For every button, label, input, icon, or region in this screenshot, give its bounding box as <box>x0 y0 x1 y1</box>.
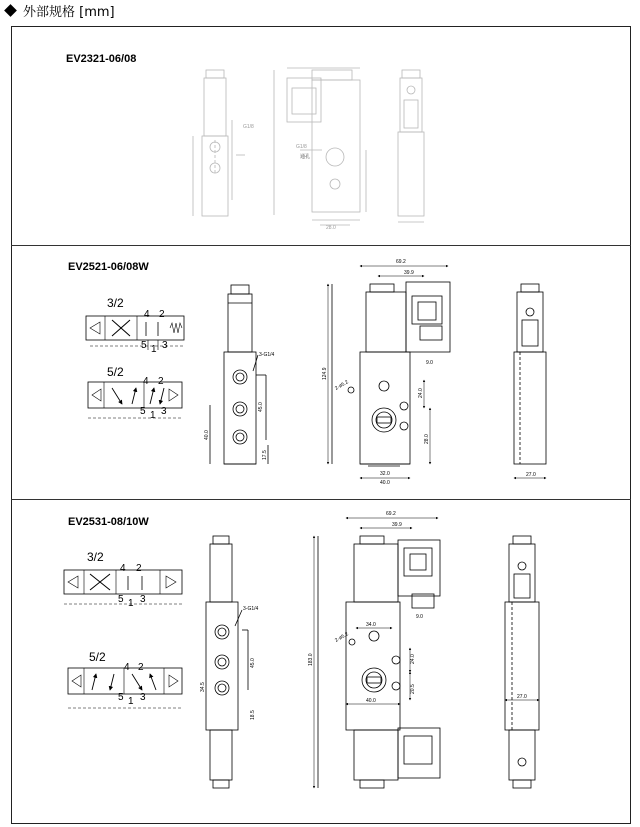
ev2531-dim-base: 40.0 <box>366 698 376 704</box>
ev2531-52-port-3: 3 <box>140 692 146 703</box>
ev2321-right-view <box>398 70 424 222</box>
ev2531-52-port-1: 1 <box>128 696 134 707</box>
ev2321-port-label-b: G1/8 <box>296 144 307 150</box>
ev2531-dim-small: 9.0 <box>416 614 423 620</box>
ev2531-dim-hole: 2-ø5.2 <box>334 631 350 644</box>
ev2531-dim-height: 183.0 <box>308 653 314 666</box>
ev2531-dim-width-top: 69.2 <box>386 511 396 517</box>
ev2521-dim-right-width: 27.0 <box>526 472 536 478</box>
model-label-ev2531: EV2531-08/10W <box>68 516 149 528</box>
ev2531-label-32: 3/2 <box>87 550 104 564</box>
ev2521-32-port-5: 5 <box>141 340 147 351</box>
ev2531-dim-side-a: 34.5 <box>200 682 206 692</box>
ev2321-vent-note: 通孔 <box>300 154 311 160</box>
ev2531-32-port-1: 1 <box>128 598 134 609</box>
ev2521-label-32: 3/2 <box>107 296 124 310</box>
ev2531-dim-coil: 39.9 <box>392 522 402 528</box>
page-title: 外部规格 [mm] <box>23 4 115 20</box>
ev2521-dim-coil: 39.9 <box>404 270 414 276</box>
ev2521-side-view <box>210 285 268 464</box>
ev2521-symbol-32 <box>86 316 184 350</box>
ev2521-dim-base-b: 40.0 <box>380 480 390 486</box>
ev2521-dim-side-a: 40.0 <box>204 430 210 440</box>
ev2531-dim-right-width: 27.0 <box>517 694 527 700</box>
ev2531-dim-side-b: 18.5 <box>250 710 256 720</box>
ev2531-symbol-52 <box>68 668 182 708</box>
ev2521-32-port-4: 4 <box>144 309 150 320</box>
ev2521-dim-mid-a: 24.0 <box>418 388 424 398</box>
ev2531-label-52: 5/2 <box>89 650 106 664</box>
ev2531-dim-mid-c: 20.5 <box>410 684 416 694</box>
ev2521-32-port-3: 3 <box>162 340 168 351</box>
ev2521-port-spec: 3-G1/4 <box>259 352 275 358</box>
ev2531-32-port-3: 3 <box>140 594 146 605</box>
ev2521-dim-pitch: 45.0 <box>258 402 264 412</box>
ev2531-52-port-2: 2 <box>138 662 144 673</box>
ev2521-dim-mid-b: 28.0 <box>424 434 430 444</box>
ev2521-label-52: 5/2 <box>107 365 124 379</box>
ev2521-52-port-1: 1 <box>150 410 156 421</box>
ev2531-32-port-5: 5 <box>118 594 124 605</box>
ev2531-dim-mid-a: 34.0 <box>366 622 376 628</box>
ev2531-32-port-2: 2 <box>136 563 142 574</box>
ev2521-dim-hole: 2-ø5.2 <box>334 379 350 392</box>
ev2531-52-port-5: 5 <box>118 692 124 703</box>
model-label-ev2521: EV2521-06/08W <box>68 261 149 273</box>
ev2521-dim-base-a: 32.0 <box>380 471 390 477</box>
ev2531-port-spec: 3-G1/4 <box>243 606 259 612</box>
ev2521-right-view <box>514 284 546 478</box>
ev2531-32-port-4: 4 <box>120 563 126 574</box>
ev2321-side-view <box>193 70 245 216</box>
ev2531-dim-pitch: 45.0 <box>250 658 256 668</box>
ev2521-52-port-3: 3 <box>161 406 167 417</box>
ev2521-dim-side-b: 17.5 <box>262 450 268 460</box>
ev2521-dim-width-top: 69.2 <box>396 259 406 265</box>
ev2531-dim-mid-b: 24.0 <box>410 654 416 664</box>
ev2521-52-port-4: 4 <box>143 376 149 387</box>
ev2321-drawings <box>193 68 424 225</box>
ev2531-side-view <box>206 536 248 788</box>
ev2531-right-view <box>505 536 539 788</box>
ev2521-symbol-52 <box>88 382 182 418</box>
ev2531-front-view <box>318 536 440 788</box>
model-label-ev2321: EV2321-06/08 <box>66 53 137 65</box>
ev2521-dim-height: 124.9 <box>322 367 328 380</box>
ev2521-32-port-2: 2 <box>159 309 165 320</box>
ev2521-32-port-1: 1 <box>151 344 157 355</box>
ev2521-front-view <box>332 282 450 466</box>
ev2521-dim-small: 9.0 <box>426 360 433 366</box>
ev2321-front-view <box>274 68 366 225</box>
ev2321-dim-small: 28.0 <box>326 225 336 231</box>
ev2521-52-port-2: 2 <box>158 376 164 387</box>
ev2531-52-port-4: 4 <box>124 662 130 673</box>
ev2521-52-port-5: 5 <box>140 406 146 417</box>
ev2321-port-label-a: G1/8 <box>243 124 254 130</box>
